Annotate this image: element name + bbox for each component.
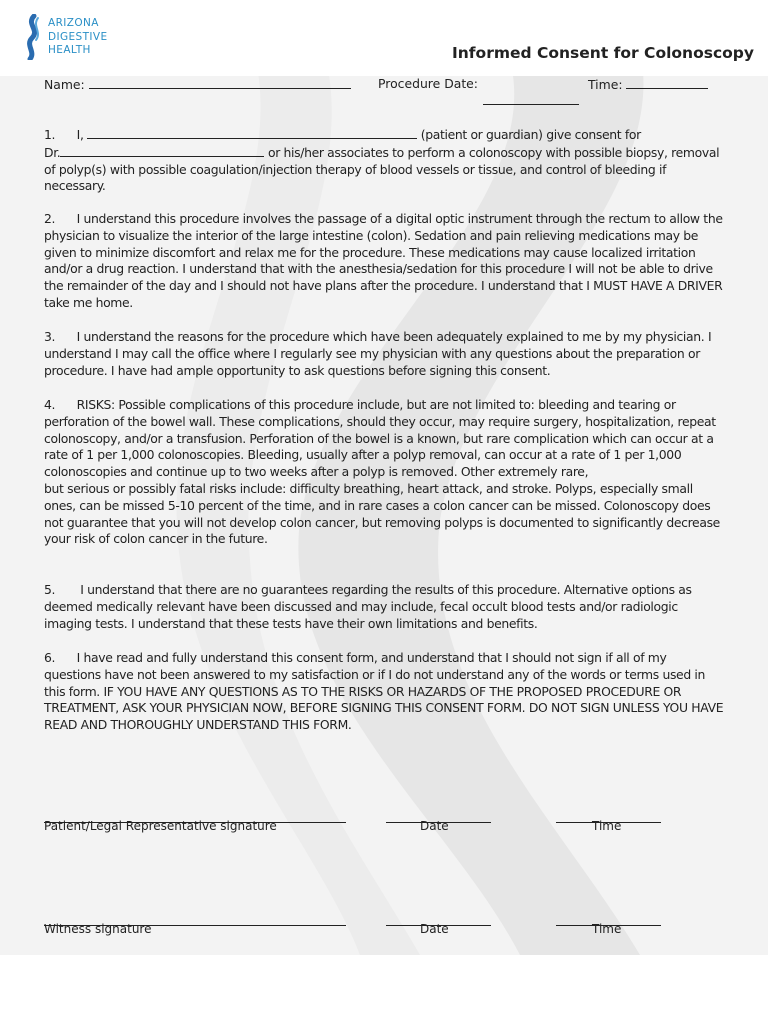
time-label: Time:: [588, 77, 623, 92]
p1-start: 1. I,: [44, 127, 88, 142]
patient-name-line[interactable]: [87, 126, 417, 139]
patient-signature-label: Patient/Legal Representative signature: [44, 819, 277, 833]
paragraph-1: [44, 126, 724, 195]
witness-time-label: Time: [592, 922, 622, 936]
p1-consent: (patient or guardian) give consent for: [417, 127, 641, 142]
paragraph-4-part-1: 4. RISKS: Possible complications of this procedure include, but are not limited to: bleeding and tearing or perforation of the bowel wall. These complications, should they occur, may require surgery, hospitalization, repeat colonoscopy, and/or a transfusion. Perforation of the bowel is a known, but rare complication which can occur at a rate of 1 per 1,000 colonoscopies. Bleeding, usually after a polyp removal, can occur at a rate of 1 per 1,000 colonoscopies and continue up to two weeks after a polyp is removed. Other extremely rare,: [44, 397, 716, 480]
header: [0, 0, 768, 76]
colon-logo-icon: [22, 14, 44, 60]
paragraph-4-part-2: but serious or possibly fatal risks include: difficulty breathing, heart attack, and stroke. Polyps, especially small ones, can be missed 5-10 percent of the time, and in rare cases a colon cancer can be missed. Colonoscopy does not guarantee that you will not develop colon cancer, but removing polyps is documented to significantly decrease your risk of colon cancer in the future.: [44, 480, 720, 547]
witness-signature-label: Witness signature: [44, 922, 152, 936]
time-field[interactable]: [588, 76, 708, 92]
time-line[interactable]: [626, 76, 708, 89]
patient-date-label: Date: [420, 819, 449, 833]
paragraph-3: 3. I understand the reasons for the procedure which have been adequately explained to me by my physician. I understand I may call the office where I regularly see my physician with any questions about the preparation or procedure. I have had ample opportunity to ask questions before signing this consent.: [44, 329, 712, 378]
logo-line-1: ARIZONA: [48, 17, 99, 29]
name-field[interactable]: [44, 76, 351, 92]
arizona-digestive-health-logo: [22, 14, 132, 64]
witness-date-label: Date: [420, 922, 449, 936]
logo-line-3: HEALTH: [48, 44, 91, 56]
doctor-name-line[interactable]: [60, 144, 264, 157]
procedure-date-field[interactable]: [378, 76, 478, 91]
paragraph-6: 6. I have read and fully understand this consent form, and understand that I should not sign if all of my questions have not been answered to my satisfaction or if I do not understand any of the words or terms used in this form. IF YOU HAVE ANY QUESTIONS AS TO THE RISKS OR HAZARDS OF THE PROPOSED PROCEDURE OR TREATMENT, ASK YOUR PHYSICIAN NOW, BEFORE SIGNING THIS CONSENT FORM. DO NOT SIGN UNLESS YOU HAVE READ AND THOROUGHLY UNDERSTAND THIS FORM.: [44, 650, 724, 733]
paragraph-5: 5. I understand that there are no guarantees regarding the results of this procedure. Alternative options as deemed medically relevant have been discussed and may include, fecal occult blood tests and/or radiologic imaging tests. I understand that these tests have their own limitations and benefits.: [44, 582, 692, 631]
page-title: Informed Consent for Colonoscopy: [452, 44, 754, 62]
paragraph-2: 2. I understand this procedure involves the passage of a digital optic instrument through the rectum to allow the physician to visualize the interior of the large intestine (colon). Sedation and pain relieving medications may be given to minimize discomfort and relax me for the procedure. These medications may cause localized irritation and/or a drug reaction. I understand that with the anesthesia/sedation for this procedure I will not be able to drive the remainder of the day and I should not have plans after the procedure. I understand that I MUST HAVE A DRIVER take me home.: [44, 211, 723, 310]
procedure-date-line[interactable]: [483, 104, 579, 105]
name-label: Name:: [44, 77, 85, 92]
paragraph-4: [44, 397, 724, 548]
patient-time-label: Time: [592, 819, 622, 833]
logo-line-2: DIGESTIVE: [48, 30, 108, 43]
p1-dr-label: Dr.: [44, 144, 61, 160]
p1-rest: or his/her associates to perform a colonoscopy with possible biopsy, removal of polyp(s) with possible coagulation/injection therapy of blood vessels or tissue, and control of bleeding if necessary.: [44, 144, 720, 194]
logo-wordmark: [48, 17, 108, 58]
name-line[interactable]: [89, 76, 351, 89]
procedure-date-label: Procedure Date:: [378, 76, 478, 91]
